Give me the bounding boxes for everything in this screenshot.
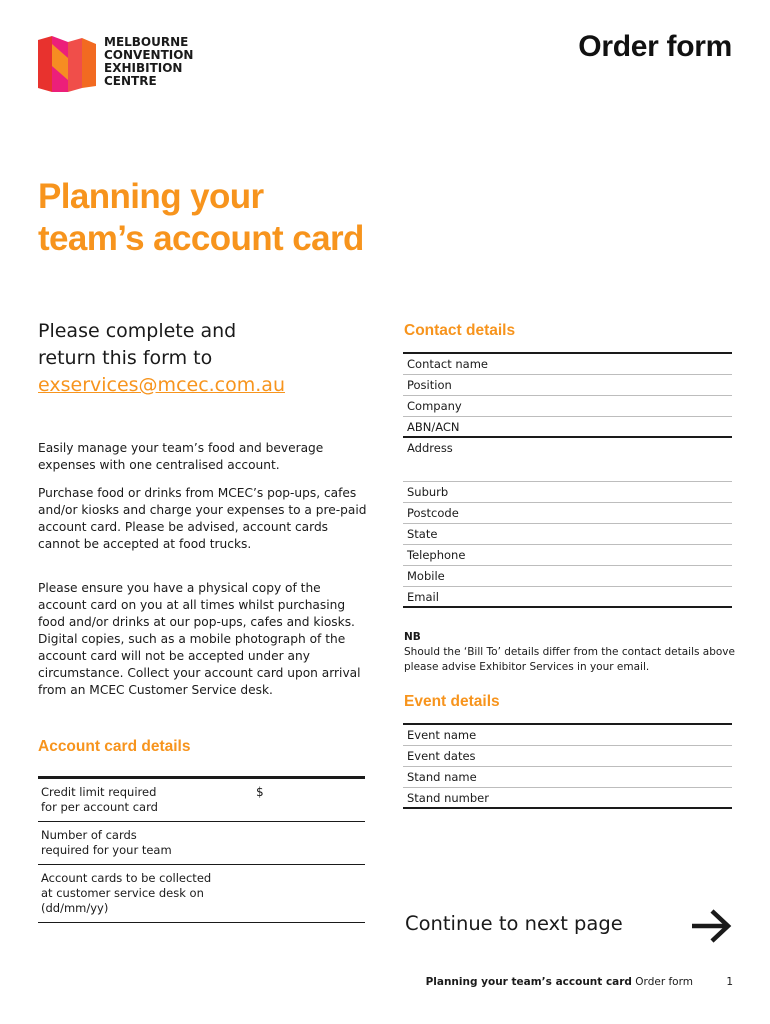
postcode-field[interactable]: Postcode <box>403 503 732 524</box>
paragraph: Easily manage your team’s food and beverage expenses with one centralised account. <box>38 441 324 472</box>
address-field[interactable]: Address <box>403 438 732 482</box>
account-card-table <box>38 776 365 923</box>
field-label <box>41 785 246 815</box>
continue-label: Continue to next page <box>405 912 623 935</box>
stand-name-field[interactable]: Stand name <box>403 767 732 788</box>
mcec-logo <box>38 35 194 96</box>
contact-details-title: Contact details <box>404 322 516 339</box>
footer-title: Planning your team’s account card <box>425 976 632 988</box>
page-number: 1 <box>726 976 733 988</box>
collection-date-field[interactable] <box>38 865 365 923</box>
label-line: at customer service desk on <box>41 886 204 900</box>
label-line: required for your team <box>41 843 172 857</box>
telephone-field[interactable]: Telephone <box>403 545 732 566</box>
field-label <box>41 871 246 916</box>
heading-line: Planning your <box>38 177 264 216</box>
email-link[interactable]: exservices@mcec.com.au <box>38 374 285 396</box>
footer-subtitle: Order form <box>635 976 693 988</box>
field-label <box>41 828 246 858</box>
account-card-title: Account card details <box>38 738 191 755</box>
heading-line: team’s account card <box>38 219 364 258</box>
label-line: (dd/mm/yy) <box>41 901 109 915</box>
nb-note: Should the ‘Bill To’ details differ from the contact details above please advise Exhibitor Services in your email. <box>404 646 735 673</box>
position-field[interactable]: Position <box>403 375 732 396</box>
page-heading <box>38 176 458 260</box>
label-line: for per account card <box>41 800 158 814</box>
logo-line: EXHIBITION <box>104 61 183 75</box>
label-line: Credit limit required <box>41 785 157 799</box>
mcec-logo-mark <box>38 36 98 92</box>
label-line: Number of cards <box>41 828 137 842</box>
logo-line: MELBOURNE <box>104 35 189 49</box>
paragraph: Purchase food or drinks from MCEC’s pop-ups, cafes and/or kiosks and charge your expenses to a pre-paid account card. Please be advised, account cards cannot be accepted at food trucks. <box>38 486 367 551</box>
suburb-field[interactable]: Suburb <box>403 482 732 503</box>
abn-acn-field[interactable]: ABN/ACN <box>403 417 732 438</box>
number-of-cards-field[interactable] <box>38 822 365 865</box>
paragraph: Please ensure you have a physical copy of the account card on you at all times whilst purchasing food and/or drinks at our pop-ups, cafes and kiosks. Digital copies, such as a mobile photograph of the account card will not be accepted under any circumstance. Collect your account card upon arrival from an MCEC Customer Service desk. <box>38 581 361 697</box>
event-details-title: Event details <box>404 693 500 710</box>
contact-details-form <box>403 352 732 608</box>
contact-name-field[interactable]: Contact name <box>403 354 732 375</box>
credit-limit-field[interactable] <box>38 779 365 822</box>
mobile-field[interactable]: Mobile <box>403 566 732 587</box>
intro-line: Please complete and <box>38 320 237 342</box>
arrow-right-icon[interactable] <box>690 908 734 944</box>
label-line: Account cards to be collected <box>41 871 212 885</box>
intro-text <box>38 318 368 399</box>
intro-line: return this form to <box>38 347 213 369</box>
logo-line: CENTRE <box>104 74 157 88</box>
document-title: Order form <box>578 30 732 63</box>
email-field[interactable]: Email <box>403 587 732 608</box>
state-field[interactable]: State <box>403 524 732 545</box>
stand-number-field[interactable]: Stand number <box>403 788 732 809</box>
currency-prefix: $ <box>256 785 264 799</box>
event-details-form <box>403 723 732 809</box>
logo-line: CONVENTION <box>104 48 194 62</box>
page-footer <box>0 976 733 988</box>
nb-heading: NB <box>404 631 421 643</box>
event-dates-field[interactable]: Event dates <box>403 746 732 767</box>
logo-wordmark <box>104 36 193 88</box>
company-field[interactable]: Company <box>403 396 732 417</box>
event-name-field[interactable]: Event name <box>403 725 732 746</box>
